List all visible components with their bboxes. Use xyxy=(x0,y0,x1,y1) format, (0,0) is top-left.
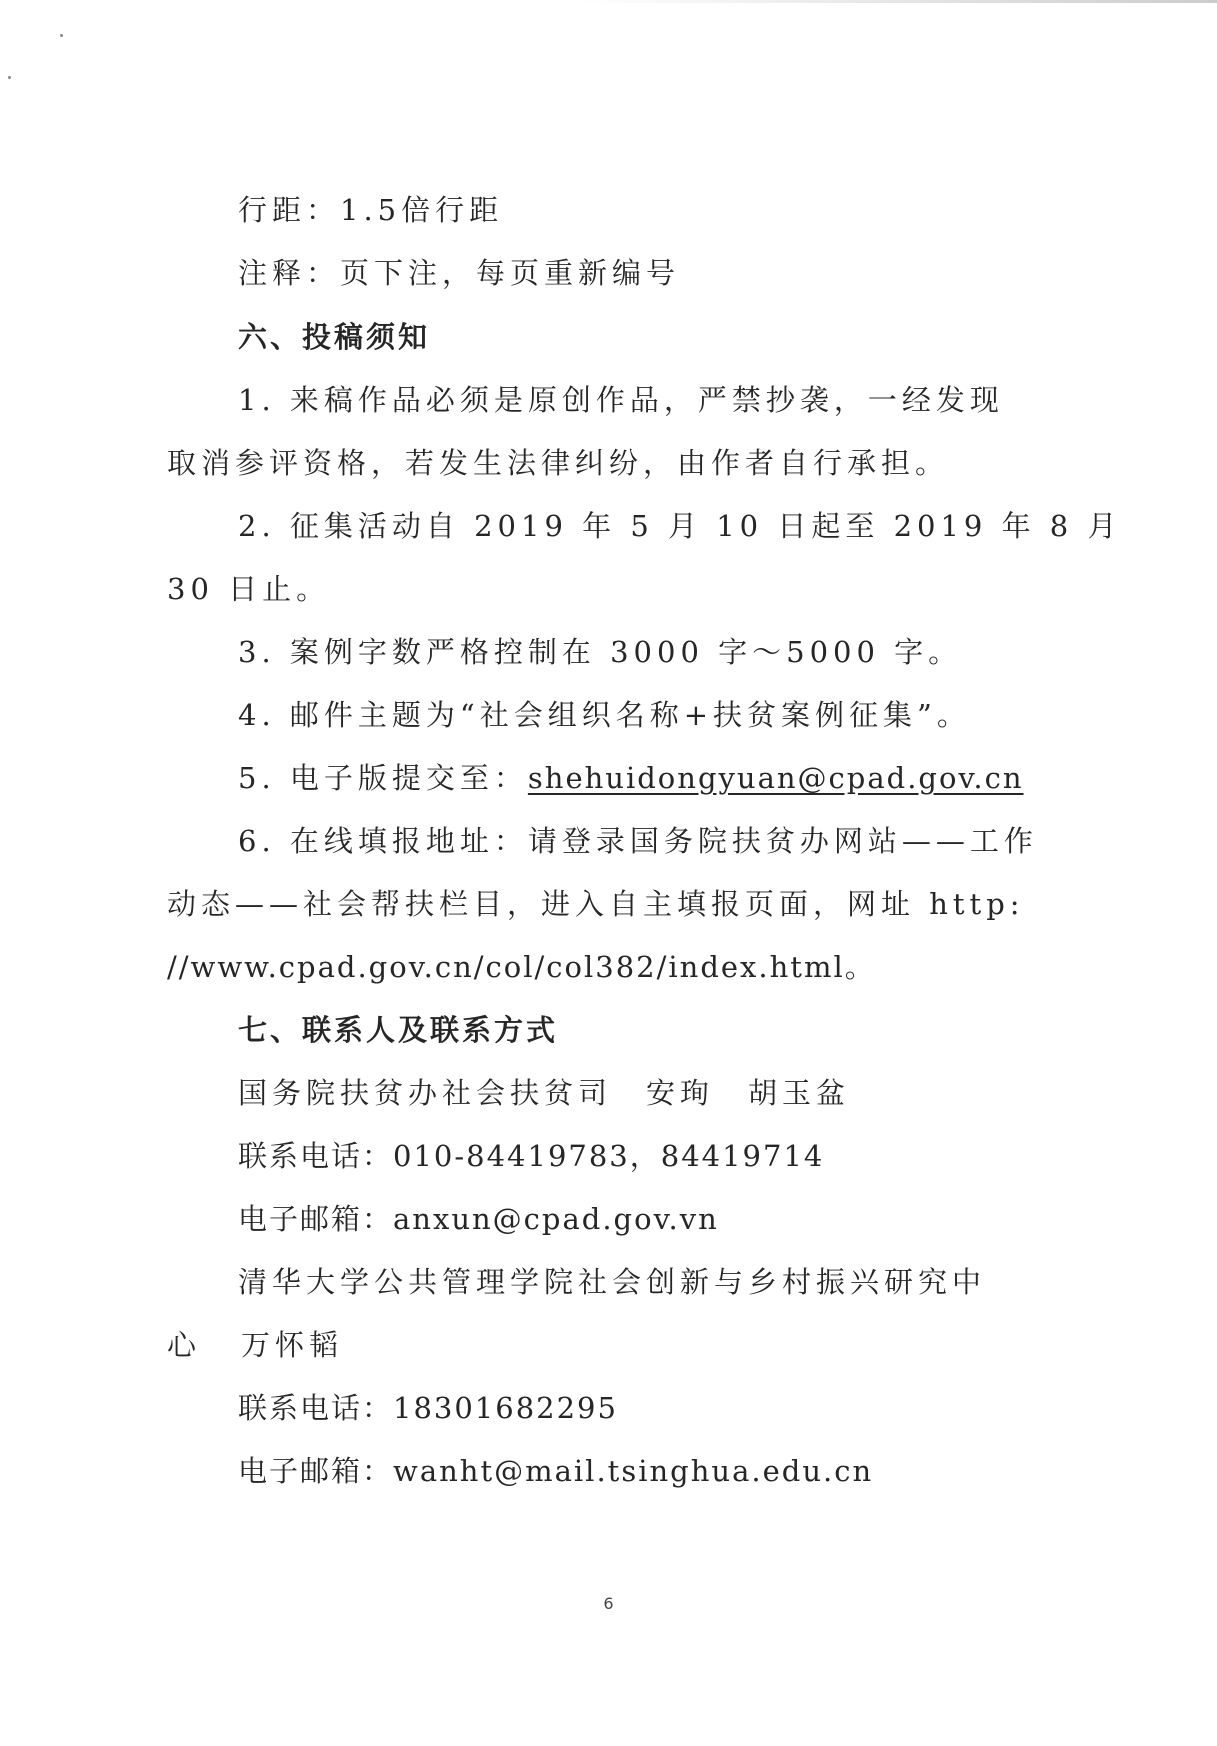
submission-note-6: 6. 在线填报地址：请登录国务院扶贫办网站——工作 xyxy=(238,824,1038,858)
section-heading-contacts: 七、联系人及联系方式 xyxy=(238,1013,559,1047)
contact-org-1-name: 国务院扶贫办社会扶贫司 xyxy=(238,1076,613,1110)
submission-note-3: 3. 案例字数严格控制在 3000 字～5000 字。 xyxy=(238,635,963,669)
scan-edge-shadow xyxy=(577,0,1217,3)
submission-note-2: 2. 征集活动自 2019 年 5 月 10 日起至 2019 年 8 月 xyxy=(238,509,1122,543)
submission-note-4: 4. 邮件主题为“社会组织名称+扶贫案例征集”。 xyxy=(238,698,971,732)
contact-phone-1: 联系电话：010-84419783，84419714 xyxy=(238,1139,825,1173)
contact-org-2-cont xyxy=(167,1325,343,1365)
contact-org-1 xyxy=(238,1073,850,1113)
submission-note-1-cont: 取消参评资格，若发生法律纠纷，由作者自行承担。 xyxy=(167,446,950,480)
contact-person-an: 安珣 xyxy=(646,1076,715,1110)
page-number: 6 xyxy=(603,1594,614,1613)
contact-phone-2: 联系电话：18301682295 xyxy=(238,1391,618,1425)
submission-note-1: 1. 来稿作品必须是原创作品，严禁抄袭，一经发现 xyxy=(238,383,1004,417)
submission-note-6-cont: 动态——社会帮扶栏目，进入自主填报页面，网址 http: xyxy=(167,887,1025,921)
submission-url[interactable]: //www.cpad.gov.cn/col/col382/index.html。 xyxy=(167,950,876,984)
scan-speck xyxy=(8,76,11,79)
contact-email-1[interactable]: 电子邮箱：anxun@cpad.gov.vn xyxy=(238,1202,719,1236)
contact-person-wan: 万怀韬 xyxy=(241,1328,344,1362)
submission-note-2-cont: 30 日止。 xyxy=(167,572,331,606)
contact-org-2: 清华大学公共管理学院社会创新与乡村振兴研究中 xyxy=(238,1265,987,1299)
line-spacing-rule: 行距：1.5倍行距 xyxy=(238,193,504,227)
contact-email-2[interactable]: 电子邮箱：wanht@mail.tsinghua.edu.cn xyxy=(238,1454,874,1488)
submission-note-5-label: 5. 电子版提交至： xyxy=(238,761,528,795)
section-heading-submission-notes: 六、投稿须知 xyxy=(238,320,431,354)
submission-note-5 xyxy=(238,758,1024,798)
submission-email-link[interactable]: shehuidongyuan@cpad.gov.cn xyxy=(527,761,1024,795)
contact-org-2-last-char: 心 xyxy=(167,1328,202,1362)
scan-speck xyxy=(60,34,63,37)
footnote-rule: 注释：页下注，每页重新编号 xyxy=(238,256,681,290)
contact-person-hu: 胡玉盆 xyxy=(748,1076,851,1110)
